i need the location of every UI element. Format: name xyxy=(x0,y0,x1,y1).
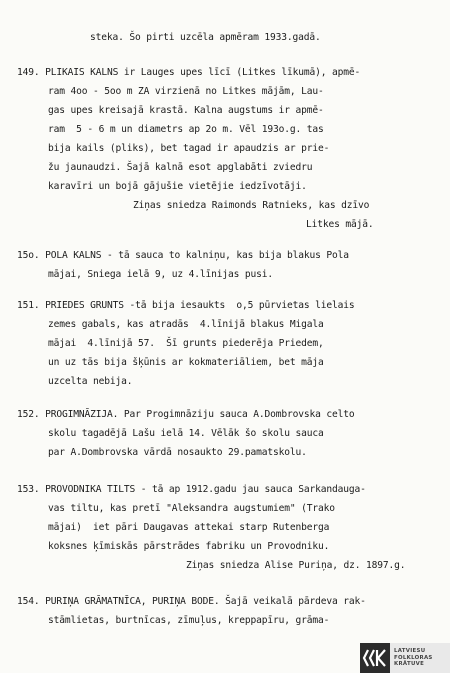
source-note: Litkes mājā. xyxy=(306,219,374,230)
text-line: ram 5 - 6 m un diametrs ap 2o m. Vēl 193o.g. tas xyxy=(48,124,324,135)
logo-text-line: LATVIESU xyxy=(394,648,426,655)
entry-149-line: 149. PLIKAIS KALNS ir Lauges upes līcī (Litkes līkumā), apmē- xyxy=(17,67,361,78)
entry-151-line: 151. PRIEDES GRUNTS -tā bija iesaukts o,5 pūrvietas lielais xyxy=(17,300,355,311)
text-line: skolu tagadējā Lašu ielā 14. Vēlāk šo skolu sauca xyxy=(48,428,324,439)
text-line: koksnes ķīmiskās pārstrādes fabriku un Provodniku. xyxy=(48,541,330,552)
archive-logo-text xyxy=(390,648,433,668)
source-note: Ziņas sniedza Raimonds Ratnieks, kas dzīvo xyxy=(133,200,370,211)
entry-150-line: 15o. POLA KALNS - tā sauca to kalniņu, kas bija blakus Pola xyxy=(17,250,349,261)
text-line: mājai 4.līnijā 57. Šī grunts piederēja Priedem, xyxy=(48,338,324,349)
entry-152-line: 152. PROGIMNĀZIJA. Par Progimnāziju sauca A.Dombrovska celto xyxy=(17,409,355,420)
entry-154-line: 154. PURIŅA GRĀMATNĪCA, PURIŅA BODE. Šajā veikalā pārdeva rak- xyxy=(17,596,366,607)
text-line: gas upes kreisajā krastā. Kalna augstums ir apmē- xyxy=(48,105,324,116)
source-note: Ziņas sniedza Alise Puriņa, dz. 1897.g. xyxy=(186,560,406,571)
text-line: ram 4oo - 5oo m ZA virzienā no Litkes mājām, Lau- xyxy=(48,86,324,97)
lfk-mark-icon xyxy=(362,648,388,668)
text-line: mājai, Sniega ielā 9, uz 4.līnijas pusi. xyxy=(48,269,274,280)
text-line: bija kails (pliks), bet tagad ir apaudzis ar prie- xyxy=(48,143,330,154)
text-line: karavīri un bojā gājušie vietējie iedzīvotāji. xyxy=(48,181,307,192)
archive-logo-icon xyxy=(360,643,390,673)
entry-153-line: 153. PROVODNIKA TILTS - tā ap 1912.gadu jau sauca Sarkandauga- xyxy=(17,484,366,495)
text-line: un uz tās bija šķūnis ar kokmateriāliem, bet māja xyxy=(48,357,324,368)
text-line: steka. Šo pirti uzcēla apmēram 1933.gadā. xyxy=(90,32,321,43)
text-line: zemes gabals, kas atradās 4.līnijā blakus Migala xyxy=(48,319,324,330)
logo-text-line: KRĀTUVE xyxy=(394,661,425,668)
text-line: uzcelta nebija. xyxy=(48,376,133,387)
text-line: mājai) iet pāri Daugavas attekai starp Rutenberga xyxy=(48,522,330,533)
text-line: žu jaunaudzi. Šajā kalnā esot apglabāti zviedru xyxy=(48,162,313,173)
text-line: vas tiltu, kas pretī "Aleksandra augstumiem" (Trako xyxy=(48,503,335,514)
archive-logo xyxy=(360,643,450,673)
text-line: stāmlietas, burtnīcas, zīmuļus, kreppapīru, grāma- xyxy=(48,615,330,626)
logo-text-line: FOLKLORAS xyxy=(394,654,433,661)
text-line: par A.Dombrovska vārdā nosaukto 29.pamatskolu. xyxy=(48,447,307,458)
